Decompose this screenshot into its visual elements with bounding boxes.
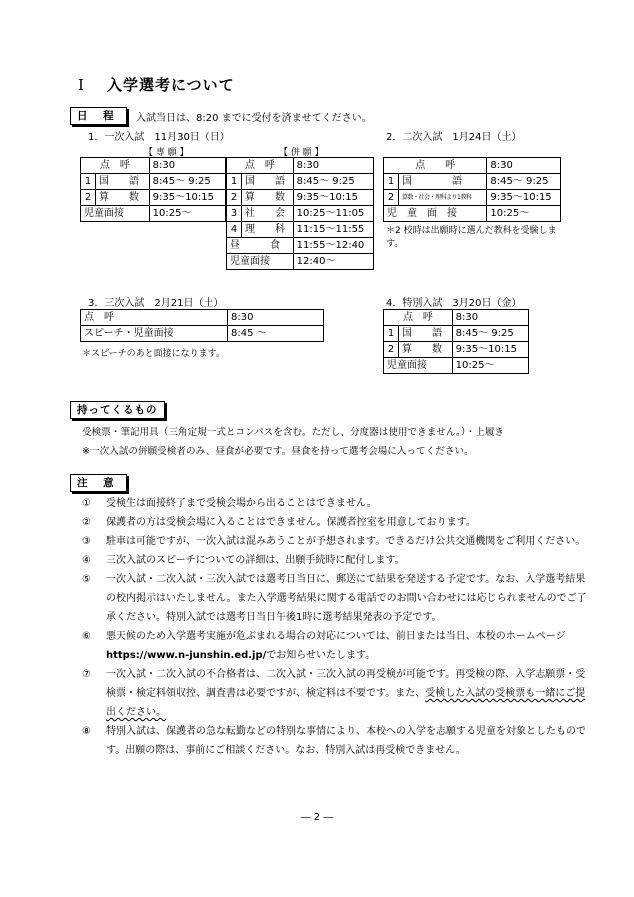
bring-label: 持ってくるもの (70, 401, 165, 419)
list-item (82, 627, 587, 665)
table-cell: 2 (384, 342, 399, 358)
list-item (82, 722, 587, 760)
table-cell: 1 (384, 174, 399, 190)
special-exam-heading: 4．特別入試 3月20日（金） (386, 298, 522, 309)
table-cell: 8:45〜 9:25 (149, 174, 225, 190)
note-number: ⑦ (82, 669, 91, 680)
notes-list (82, 494, 587, 760)
table-cell: 算 数 (242, 190, 294, 206)
table-row (81, 310, 324, 326)
note-number: ⑥ (82, 631, 91, 642)
table-cell: 10:25〜 (487, 206, 561, 222)
note-text-pre: 悪天候のため入学選考実施が危ぶまれる場合の対応については、前日または当日、本校のホームページ (106, 631, 566, 642)
note-text: 特別入試は、保護者の急な転勤などの特別な事情により、本校への入学を志願する児童を対象としたものです。出願の際は、事前にご相談ください。なお、特別入試は再受検できません。 (106, 726, 586, 756)
table-cell: 9:35〜10:15 (487, 190, 561, 206)
note-text (106, 627, 587, 665)
table-row (227, 238, 374, 254)
note-number: ① (82, 498, 91, 509)
table-cell: 国 語 (96, 174, 150, 190)
homepage-link[interactable]: https://www.n-junshin.ed.jp/ (106, 650, 267, 661)
table-cell: スピーチ・児童面接 (81, 326, 228, 342)
heikan-table (226, 157, 374, 270)
senkan-label: 【 専 願 】 (144, 148, 189, 158)
second-exam-heading: 2．二次入試 1月24日（土） (386, 132, 522, 143)
table-cell: 児童面接 (384, 358, 453, 374)
table-row (227, 190, 374, 206)
list-item (82, 494, 587, 513)
note-text: 一次入試・二次入試・三次入試では選考日当日に、郵送にて結果を発送する予定です。なお、入学選考結果の校内掲示はいたしません。また入学選考結果に関する電話でのお問い合わせには応じられませんのでご了承ください。特別入試では選考日当日午後1時に選考結果発表の予定です。 (106, 574, 587, 623)
table-cell: 昼 食 (227, 238, 294, 254)
note-text-post: でお知らせいたします。 (266, 650, 376, 661)
second-exam-note: ＊2 校時は出願時に選んだ教科を受験します。 (386, 226, 557, 249)
table-cell: 12:40〜 (293, 254, 373, 270)
table-cell: 8:30 (293, 158, 373, 174)
table-cell: 点 呼 (384, 310, 453, 326)
table-cell: 4 (227, 222, 242, 238)
table-row (81, 326, 324, 342)
third-exam-heading: 3．三次入試 2月21日（土） (88, 298, 224, 309)
note-text: 保護者の方は受検会場に入ることはできません。保護者控室を用意しております。 (106, 517, 476, 528)
table-cell: 9:35〜10:15 (149, 190, 225, 206)
schedule-label: 日 程 (70, 107, 127, 125)
table-row (384, 174, 561, 190)
page-number: ― 2 ― (300, 812, 334, 823)
table-cell: 8:45〜 9:25 (487, 174, 561, 190)
second-exam-table (383, 157, 561, 222)
schedule-intro: 入試当日は、8:20 までに受付を済ませてください。 (136, 113, 372, 124)
table-cell: 児 童 面 接 (384, 206, 487, 222)
table-cell: 10:25〜11:05 (293, 206, 373, 222)
table-cell: 点 呼 (384, 158, 487, 174)
table-cell: 1 (384, 326, 399, 342)
table-cell: 理 科 (242, 222, 294, 238)
table-cell: 8:45 〜 (228, 326, 324, 342)
table-row (384, 206, 561, 222)
note-number: ⑧ (82, 726, 91, 737)
table-row (384, 342, 529, 358)
table-cell: 点 呼 (227, 158, 294, 174)
note-text: 駐車は可能ですが、一次入試は混みあうことが予想されます。できるだけ公共交通機関をご利用ください。 (106, 536, 586, 547)
table-row (227, 254, 374, 270)
note-text: 受検生は面接終了まで受検会場から出ることはできません。 (106, 498, 377, 509)
table-cell: 点 呼 (81, 310, 228, 326)
heikan-label: 【 併 願 】 (279, 148, 324, 158)
table-cell: 国 語 (399, 326, 453, 342)
page-title-text: 入学選考について (106, 76, 235, 94)
table-cell: 11:55〜12:40 (293, 238, 373, 254)
table-row (227, 222, 374, 238)
note-number: ④ (82, 555, 91, 566)
table-cell: 国 語 (242, 174, 294, 190)
note-text: 三次入試のスピーチについての詳細は、出願手続時に配付します。 (106, 555, 405, 566)
note-text-emphasis: 受検した入試の受検票も一緒にご提出ください。 (106, 688, 586, 718)
table-cell: 2 (384, 190, 399, 206)
table-row (81, 190, 226, 206)
list-item (82, 570, 587, 627)
third-exam-note: ＊スピーチのあと面接になります。 (82, 349, 225, 359)
table-row (384, 158, 561, 174)
special-exam-table (383, 309, 529, 374)
table-row (227, 206, 374, 222)
third-exam-table (80, 309, 324, 342)
table-cell: 社 会 (242, 206, 294, 222)
page-title (78, 74, 235, 95)
table-cell: 8:45〜 9:25 (293, 174, 373, 190)
table-cell: 2 (81, 190, 96, 206)
table-row (384, 326, 529, 342)
list-item (82, 532, 587, 551)
table-cell: 10:25〜 (149, 206, 225, 222)
table-row (81, 174, 226, 190)
table-row (227, 174, 374, 190)
notes-label: 注 意 (70, 474, 127, 492)
note-text-pre: 一次入試・二次入試の不合格者は、二次入試・三次入試の再受検が可能です。再受検の際、入学志願票・受検票・検定料領収控、調査書は必要ですが、検定料は不要です。また、 (106, 669, 586, 699)
list-item (82, 665, 587, 722)
table-cell: 8:30 (149, 158, 225, 174)
page-title-number: I (78, 76, 85, 94)
table-cell: 10:25〜 (452, 358, 528, 374)
table-cell: 算 数 (399, 342, 453, 358)
table-cell: 8:30 (452, 310, 528, 326)
note-number: ③ (82, 536, 91, 547)
table-cell: 算 数 (96, 190, 150, 206)
table-cell: 8:45〜 9:25 (452, 326, 528, 342)
table-cell: 8:30 (228, 310, 324, 326)
table-cell: 9:35〜10:15 (293, 190, 373, 206)
table-cell: 国 語 (399, 174, 487, 190)
senkan-table (80, 157, 226, 222)
table-cell: 2 (227, 190, 242, 206)
table-cell: 児童面接 (227, 254, 294, 270)
table-row (384, 190, 561, 206)
bring-line-2: ※一次入試の併願受検者のみ、昼食が必要です。昼食を持って選考会場に入ってください。 (82, 446, 474, 457)
list-item (82, 551, 587, 570)
table-cell: 点 呼 (81, 158, 150, 174)
table-row (384, 310, 529, 326)
note-text (106, 665, 587, 722)
table-cell: 児童面接 (81, 206, 150, 222)
bring-line-1: 受検票・筆記用具（三角定規一式とコンパスを含む。ただし、分度器は使用できません。）・上履き (82, 427, 505, 438)
table-cell: 1 (81, 174, 96, 190)
table-cell: 9:35〜10:15 (452, 342, 528, 358)
table-row (227, 158, 374, 174)
list-item (82, 513, 587, 532)
table-cell: 1 (227, 174, 242, 190)
note-number: ② (82, 517, 91, 528)
table-cell: 8:30 (487, 158, 561, 174)
table-row (81, 206, 226, 222)
table-row (81, 158, 226, 174)
note-number: ⑤ (82, 574, 91, 585)
table-row (384, 358, 529, 374)
table-cell: 算数・社会・理科より1教科 (399, 190, 487, 206)
first-exam-heading: 1．一次入試 11月30日（日） (88, 132, 230, 143)
table-cell: 11:15〜11:55 (293, 222, 373, 238)
table-cell: 3 (227, 206, 242, 222)
